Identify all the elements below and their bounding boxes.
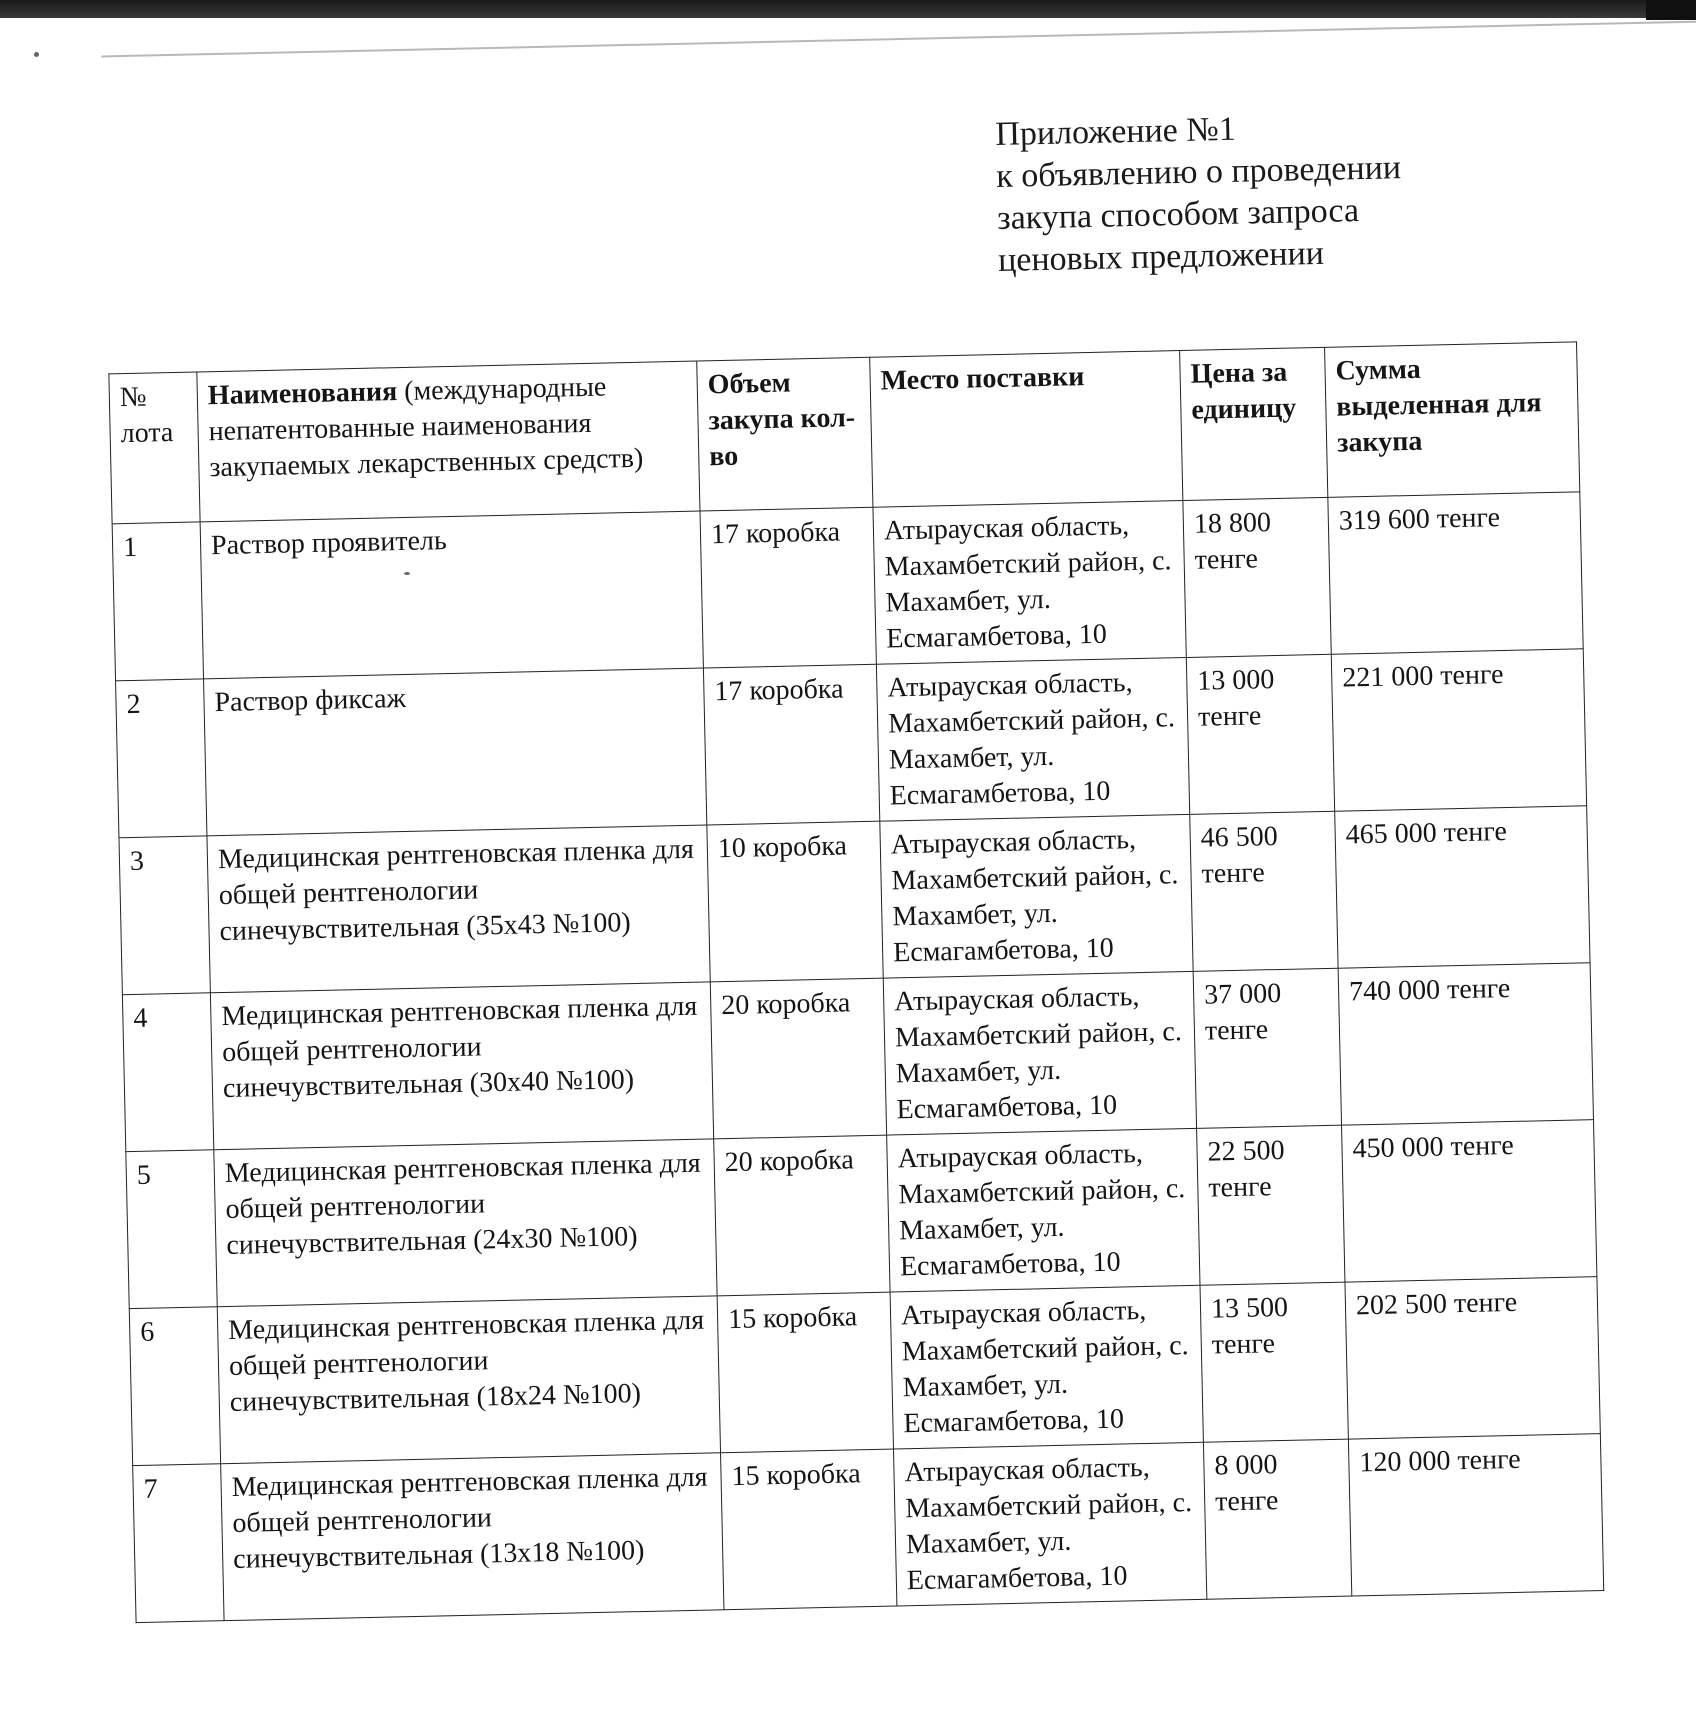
cell-price: 18 800 тенге — [1183, 497, 1331, 657]
cell-sum: 465 000 тенге — [1335, 806, 1590, 968]
cell-lot-no: 6 — [129, 1307, 220, 1466]
cell-lot-no: 4 — [122, 993, 213, 1152]
cell-sum: 319 600 тенге — [1328, 492, 1583, 654]
cell-quantity: 17 коробка — [703, 664, 879, 825]
header-place: Место поставки — [870, 351, 1183, 508]
cell-quantity: 15 коробка — [721, 1449, 897, 1610]
cell-quantity: 20 коробка — [714, 1135, 890, 1296]
header-sum: Сумма выделенная для закупа — [1325, 342, 1580, 497]
cell-lot-no: 2 — [116, 679, 207, 838]
cell-name: Медицинская рентгеновская пленка для общей рентгенологии синечувствительная (24х30 №100) — [214, 1139, 717, 1307]
appendix-line: ценовых предложении — [997, 234, 1325, 279]
cell-place: Атырауская область, Махамбетский район, с. Махамбет, ул. Есмагамбетова, 10 — [893, 1442, 1206, 1606]
cell-name: Раствор проявитель — [200, 511, 703, 679]
header-lot-no-label: № лота — [119, 381, 174, 450]
cell-quantity: 20 коробка — [710, 978, 886, 1139]
cell-price: 13 500 тенге — [1200, 1282, 1348, 1442]
cell-place: Атырауская область, Махамбетский район, с. Махамбет, ул. Есмагамбетова, 10 — [876, 657, 1189, 821]
lots-table — [108, 341, 1604, 1623]
cell-sum: 740 000 тенге — [1338, 963, 1593, 1125]
appendix-heading — [995, 102, 1559, 282]
cell-name: Медицинская рентгеновская пленка для общей рентгенологии синечувствительная (13х18 №100) — [221, 1453, 724, 1621]
cell-place: Атырауская область, Махамбетский район, с. Махамбет, ул. Есмагамбетова, 10 — [887, 1128, 1200, 1292]
appendix-line: закупа способом запроса — [996, 192, 1360, 237]
table-row — [126, 1120, 1597, 1309]
cell-price: 37 000 тенге — [1193, 968, 1341, 1128]
scan-speck — [404, 572, 410, 575]
header-name-plain: (международные непатентованные наименования закупаемых лекарственных средств) — [208, 371, 644, 484]
cell-place: Атырауская область, Махамбетский район, с. Махамбет, ул. Есмагамбетова, 10 — [880, 814, 1193, 978]
table-row — [119, 806, 1590, 995]
appendix-line: Приложение №1 — [994, 110, 1237, 153]
cell-sum: 221 000 тенге — [1331, 649, 1586, 811]
appendix-line: к объявлению о проведении — [995, 149, 1402, 195]
cell-price: 8 000 тенге — [1203, 1439, 1351, 1599]
cell-lot-no: 3 — [119, 836, 210, 995]
cell-place: Атырауская область, Махамбетский район, с. Махамбет, ул. Есмагамбетова, 10 — [890, 1285, 1203, 1449]
header-name-bold: Наименования — [207, 376, 398, 412]
cell-name: Медицинская рентгеновская пленка для общей рентгенологии синечувствительная (35х43 №100) — [207, 825, 710, 993]
paper-edge — [101, 21, 1696, 66]
table-row — [122, 963, 1593, 1152]
cell-lot-no: 1 — [112, 522, 203, 681]
cell-sum: 202 500 тенге — [1345, 1277, 1600, 1439]
cell-lot-no: 5 — [126, 1150, 217, 1309]
scan-speck — [34, 52, 39, 57]
cell-price: 13 000 тенге — [1186, 654, 1334, 814]
cell-quantity: 15 коробка — [717, 1292, 893, 1453]
cell-quantity: 17 коробка — [700, 507, 876, 668]
header-quantity: Объем закупа кол-во — [697, 357, 873, 511]
header-lot-no — [109, 372, 200, 524]
cell-name: Медицинская рентгеновская пленка для общей рентгенологии синечувствительная (30х40 №100) — [210, 982, 713, 1150]
cell-place: Атырауская область, Махамбетский район, с. Махамбет, ул. Есмагамбетова, 10 — [873, 500, 1186, 664]
cell-sum: 120 000 тенге — [1348, 1434, 1603, 1596]
table-row — [133, 1434, 1604, 1623]
table-row — [116, 649, 1587, 838]
cell-quantity: 10 коробка — [707, 821, 883, 982]
table-row — [112, 492, 1583, 681]
cell-sum: 450 000 тенге — [1342, 1120, 1597, 1282]
cell-name: Медицинская рентгеновская пленка для общей рентгенологии синечувствительная (18х24 №100) — [217, 1296, 720, 1464]
cell-place: Атырауская область, Махамбетский район, с. Махамбет, ул. Есмагамбетова, 10 — [883, 971, 1196, 1135]
cell-name: Раствор фиксаж — [204, 668, 707, 836]
header-price: Цена за единицу — [1180, 347, 1328, 500]
cell-price: 22 500 тенге — [1197, 1125, 1345, 1285]
cell-lot-no: 7 — [133, 1464, 224, 1623]
table-row — [129, 1277, 1600, 1466]
cell-price: 46 500 тенге — [1190, 811, 1338, 971]
header-name — [197, 361, 700, 522]
